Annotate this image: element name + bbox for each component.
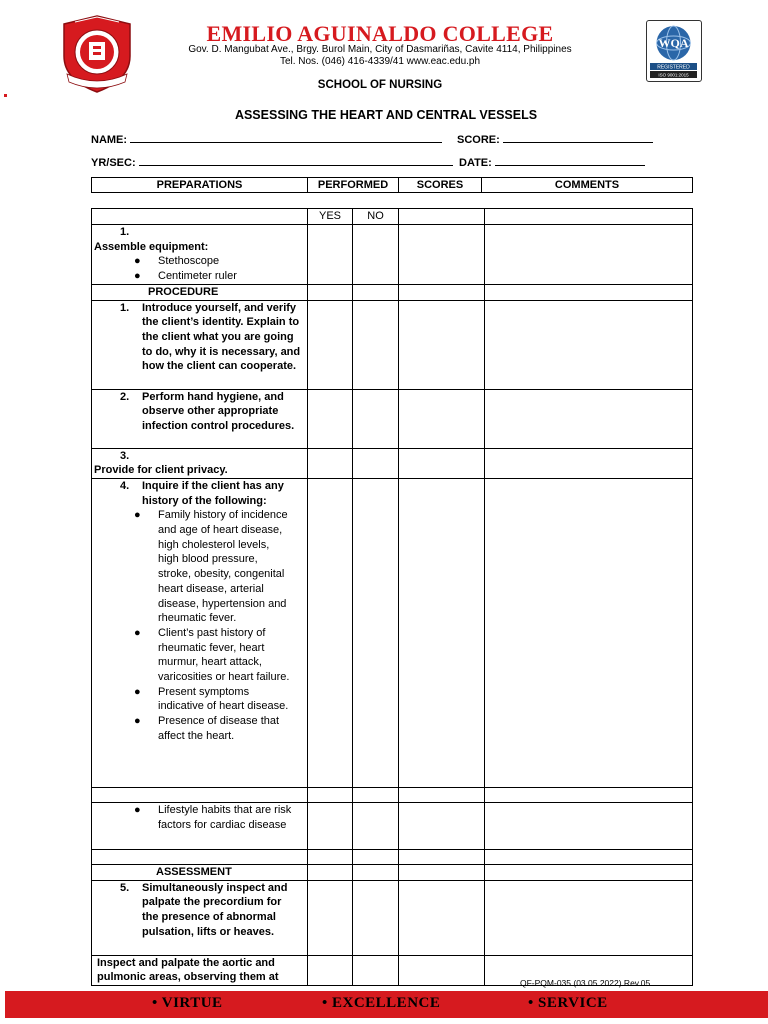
score-label: SCORE: bbox=[457, 134, 500, 146]
procedure-section: PROCEDURE bbox=[92, 284, 308, 300]
yes-cell[interactable] bbox=[308, 389, 353, 448]
preparations-header: PREPARATIONS bbox=[92, 178, 308, 193]
list-item: Presence of disease that affect the heart. bbox=[158, 715, 280, 742]
table-row bbox=[92, 284, 693, 300]
assessment-section: ASSESSMENT bbox=[92, 864, 308, 880]
no-cell[interactable] bbox=[353, 300, 399, 389]
no-cell[interactable] bbox=[353, 802, 399, 849]
yes-header: YES bbox=[308, 209, 353, 225]
score-cell[interactable] bbox=[399, 300, 485, 389]
score-cell[interactable] bbox=[399, 448, 485, 478]
comment-cell[interactable] bbox=[485, 225, 693, 285]
step-inquire-history: 4. Inquire if the client has any history of the following: ● Family history of incidence and age of heart disease, high cholesterol levels, high blood pressure, stroke, obesity, congenital heart disease, arterial disease, hypertension and rheumatic fever. ● Client’s past history of rheumatic fever, heart murmur, heart attack, varicosities or heart failure. ● Present symptoms indicative of heart disease. ● Presence of disease that affect the heart. bbox=[92, 478, 308, 787]
comment-cell[interactable] bbox=[485, 880, 693, 955]
table-row bbox=[92, 802, 693, 849]
form-code: QF-PQM-035 (03.05.2022) Rev.05 bbox=[520, 978, 651, 988]
school-name: SCHOOL OF NURSING bbox=[317, 79, 443, 91]
step-assemble-equipment: 1.Assemble equipment: ● Stethoscope ● Centimeter ruler bbox=[92, 225, 308, 285]
header-table bbox=[91, 177, 693, 193]
step-introduce: 1. Introduce yourself, and verify the client’s identity. Explain to the client what you are going to do, why it is necessary, and how the client can cooperate. bbox=[92, 300, 308, 389]
comment-cell[interactable] bbox=[485, 300, 693, 389]
svg-text:ISO 9001:2015: ISO 9001:2015 bbox=[658, 72, 689, 78]
svg-text:WQA: WQA bbox=[658, 36, 689, 50]
list-item: Present symptoms indicative of heart disease. bbox=[158, 685, 289, 713]
college-contact: Tel. Nos. (046) 416-4339/41 www.eac.edu.ph bbox=[279, 56, 481, 67]
yes-cell[interactable] bbox=[308, 802, 353, 849]
wqa-iso-logo bbox=[646, 20, 702, 82]
yrsec-label: YR/SEC: bbox=[91, 157, 136, 169]
yrsec-field bbox=[91, 156, 453, 169]
no-cell[interactable] bbox=[353, 880, 399, 955]
no-header: NO bbox=[353, 209, 399, 225]
comment-cell[interactable] bbox=[485, 389, 693, 448]
step-lifestyle: ● Lifestyle habits that are risk factors for cardiac disease bbox=[92, 802, 308, 849]
table-row bbox=[92, 300, 693, 389]
table-row bbox=[92, 209, 693, 225]
document-title: ASSESSING THE HEART AND CENTRAL VESSELS bbox=[234, 108, 538, 122]
table-row bbox=[92, 389, 693, 448]
college-name: EMILIO AGUINALDO COLLEGE bbox=[206, 21, 554, 46]
list-item: Lifestyle habits that are risk factors for cardiac disease bbox=[158, 803, 292, 831]
table-row bbox=[92, 880, 693, 955]
no-cell[interactable] bbox=[353, 478, 399, 787]
no-cell[interactable] bbox=[353, 389, 399, 448]
list-item: Client’s past history of rheumatic fever, heart murmur, heart attack, varicosities or heart failure. bbox=[158, 626, 290, 684]
table-row bbox=[92, 849, 693, 864]
table-row bbox=[92, 478, 693, 787]
no-cell[interactable] bbox=[353, 225, 399, 285]
red-mark bbox=[4, 94, 7, 97]
list-item: Centimeter ruler bbox=[158, 270, 237, 283]
comment-cell[interactable] bbox=[485, 802, 693, 849]
yes-cell[interactable] bbox=[308, 300, 353, 389]
yes-cell[interactable] bbox=[308, 880, 353, 955]
yrsec-line[interactable] bbox=[139, 156, 453, 166]
score-cell[interactable] bbox=[399, 880, 485, 955]
step-privacy: 3.Provide for client privacy. bbox=[92, 448, 308, 478]
footer-excellence: • EXCELLENCE bbox=[322, 995, 441, 1011]
scores-header: SCORES bbox=[399, 178, 482, 193]
yes-cell[interactable] bbox=[308, 225, 353, 285]
comments-header: COMMENTS bbox=[482, 178, 693, 193]
score-cell[interactable] bbox=[399, 225, 485, 285]
footer-virtue: • VIRTUE bbox=[152, 995, 223, 1011]
comment-cell[interactable] bbox=[485, 478, 693, 787]
no-cell[interactable] bbox=[353, 955, 399, 985]
table-row bbox=[92, 448, 693, 478]
step-inspect-aortic: Inspect and palpate the aortic and pulmonic areas, observing them at bbox=[92, 955, 308, 985]
svg-text:REGISTERED: REGISTERED bbox=[657, 64, 690, 71]
checklist-table bbox=[91, 208, 693, 986]
performed-header: PERFORMED bbox=[308, 178, 399, 193]
name-field bbox=[91, 133, 442, 146]
score-cell[interactable] bbox=[399, 955, 485, 985]
comment-cell[interactable] bbox=[485, 448, 693, 478]
table-row bbox=[92, 864, 693, 880]
score-cell[interactable] bbox=[399, 802, 485, 849]
name-label: NAME: bbox=[91, 134, 128, 146]
date-line[interactable] bbox=[495, 156, 645, 166]
table-row bbox=[92, 787, 693, 802]
list-item: Family history of incidence and age of heart disease, high cholesterol levels, high blood pressure, stroke, obesity, congenital heart disease, arterial disease, hypertension and rheumatic fever. bbox=[158, 509, 288, 625]
college-address: Gov. D. Mangubat Ave., Brgy. Burol Main, City of Dasmariñas, Cavite 4114, Philippines bbox=[188, 44, 572, 55]
yes-cell[interactable] bbox=[308, 448, 353, 478]
score-line[interactable] bbox=[503, 133, 653, 143]
no-cell[interactable] bbox=[353, 448, 399, 478]
score-cell[interactable] bbox=[399, 389, 485, 448]
list-item: Stethoscope bbox=[158, 255, 220, 268]
score-field bbox=[457, 133, 653, 146]
yes-cell[interactable] bbox=[308, 478, 353, 787]
table-row bbox=[92, 225, 693, 285]
step-inspect-precordium: 5. Simultaneously inspect and palpate the precordium for the presence of abnormal pulsation, lifts or heaves. bbox=[92, 880, 308, 955]
college-seal-logo bbox=[55, 14, 140, 94]
step-hand-hygiene: 2. Perform hand hygiene, and observe other appropriate infection control procedures. bbox=[92, 389, 308, 448]
date-field bbox=[459, 156, 645, 169]
score-cell[interactable] bbox=[399, 478, 485, 787]
date-label: DATE: bbox=[459, 157, 492, 169]
yes-cell[interactable] bbox=[308, 955, 353, 985]
name-line[interactable] bbox=[130, 133, 442, 143]
footer-service: • SERVICE bbox=[528, 995, 608, 1011]
